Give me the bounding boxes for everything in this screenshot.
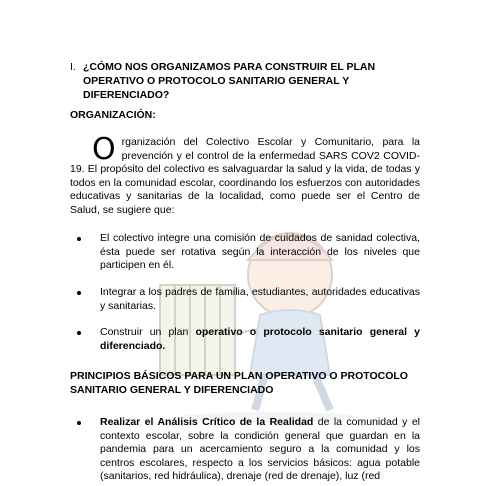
list-item-text: El colectivo integre una comisión de cuidados de sanidad colectiva, ésta puede ser rotativa según la interacción de los niveles que participen en él. — [100, 232, 420, 272]
list-item — [70, 416, 420, 484]
principios-heading: PRINCIPIOS BÁSICOS PARA UN PLAN OPERATIVO O PROTOCOLO SANITARIO GENERAL Y DIFERENCIADO — [70, 370, 408, 396]
list-item — [70, 286, 420, 313]
list-item-text: de la comunidad y el contexto escolar, sobre la condición general que guardan en la pandemia para un acercamiento seguro a la comunidad y los centros escolares, respecto a los servicios básicos: agua potable (sanitarios, red hidráulica), drenaje (red de drenaje), luz (red — [100, 416, 420, 483]
bullet-list-2 — [70, 286, 420, 313]
list-item — [70, 326, 420, 353]
list-item — [70, 232, 420, 273]
intro-text: rganización del Colectivo Escolar y Comunitario, para la prevención y el control de la enfermedad SARS COV2 COVID-19. El propósito del colectivo es salvaguardar la salud y la vida, de todas y todos en la comunidad escolar, coordinando los esfuerzos con autoridades educativas y sanitarias de la localidad, como puede ser el Centro de Salud, se sugiere que: — [70, 136, 420, 216]
bullet-dot-icon — [77, 291, 81, 295]
list-item-text: Construir un plan — [100, 326, 196, 338]
list-item-text: Integrar a los padres de familia, estudiantes, autoridades educativas y sanitarias. — [100, 286, 420, 312]
organizacion-heading: ORGANIZACIÓN: — [70, 109, 156, 121]
section-title — [70, 60, 430, 102]
bullet-list-4 — [70, 416, 420, 484]
intro-paragraph — [70, 132, 420, 218]
drop-cap: O — [92, 132, 116, 167]
bullet-dot-icon — [77, 331, 81, 335]
bullet-dot-icon — [77, 237, 81, 241]
bullet-list-3 — [70, 326, 420, 353]
list-item-bold-text: Realizar el Análisis Crítico de la Realidad — [100, 416, 314, 428]
bullet-list-1 — [70, 232, 420, 273]
section-number: I. — [70, 61, 76, 73]
list-item-bold-text: operativo o protocolo sanitario general y diferenciado. — [100, 326, 420, 352]
section-title-text: ¿CÓMO NOS ORGANIZAMOS PARA CONSTRUIR EL PLAN OPERATIVO O PROTOCOLO SANITARIO GENERAL Y DIFERENCIADO? — [83, 61, 376, 101]
bullet-dot-icon — [77, 421, 81, 425]
